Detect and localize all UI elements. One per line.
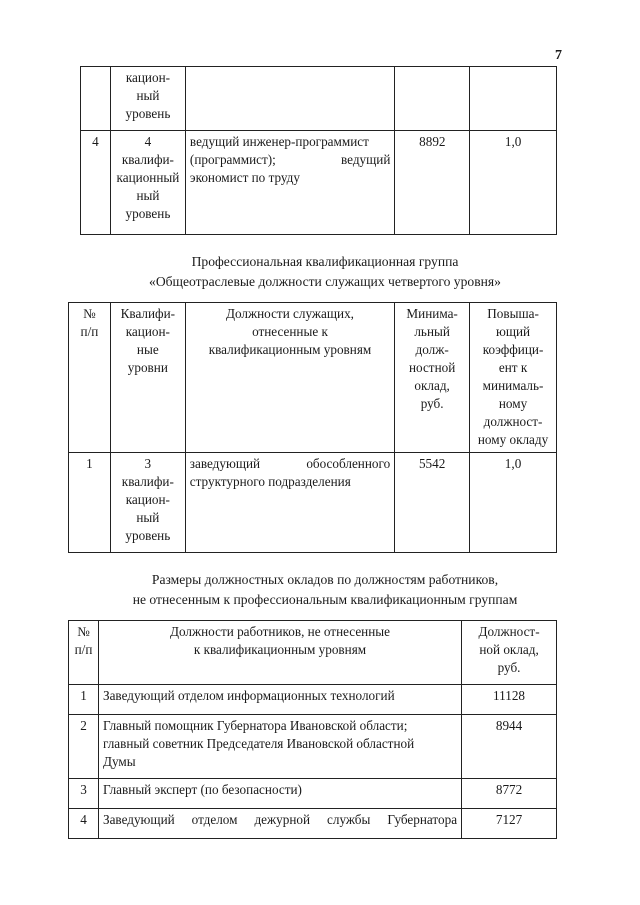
- level-cell: 3 квалифи- кацион- ный уровень: [110, 453, 185, 553]
- salary-cell: 7127: [462, 809, 557, 839]
- group4-table: [68, 302, 557, 553]
- num-cell: 4: [69, 809, 99, 839]
- other-heading: Размеры должностных окладов по должностям работников, не отнесенным к профессиональным квалификационным группам: [132, 572, 518, 607]
- coef-cell: [470, 67, 557, 131]
- salary-cell: [395, 67, 470, 131]
- num-header: № п/п: [69, 303, 111, 453]
- table-header-row: [69, 303, 557, 453]
- num-cell: 4: [81, 131, 111, 235]
- num-header: № п/п: [69, 621, 99, 685]
- salary-cell: 8944: [462, 715, 557, 779]
- coef-header: Повыша- ющий коэффици- ент к минималь- ному должност- ному окладу: [470, 303, 557, 453]
- num-cell: 2: [69, 715, 99, 779]
- position-cell: Заведующий отделом информационных технологий: [98, 685, 461, 715]
- table-row: [69, 453, 557, 553]
- num-cell: 1: [69, 685, 99, 715]
- table-row: [69, 809, 557, 839]
- page-number: 7: [555, 48, 562, 63]
- coef-cell: 1,0: [470, 453, 557, 553]
- coef-cell: 1,0: [470, 131, 557, 235]
- salary-cell: 11128: [462, 685, 557, 715]
- level-header: Квалифи- кацион- ные уровни: [110, 303, 185, 453]
- other-positions-table: [68, 620, 557, 839]
- table-row: [69, 779, 557, 809]
- position-cell: Главный эксперт (по безопасности): [98, 779, 461, 809]
- group4-heading: Профессиональная квалификационная группа «Общеотраслевые должности служащих четвертого уровня»: [149, 254, 501, 289]
- salary-header: Должност- ной оклад, руб.: [462, 621, 557, 685]
- table-row: [81, 131, 557, 235]
- duties-header: Должности служащих, отнесенные к квалификационным уровням: [185, 303, 394, 453]
- salary-cell: 8772: [462, 779, 557, 809]
- level-cell: 4 квалифи- кационный ный уровень: [110, 131, 185, 235]
- position-cell: Заведующий отделом дежурной службы Губернатора: [98, 809, 461, 839]
- salary-cell: 5542: [395, 453, 470, 553]
- table-row: [69, 715, 557, 779]
- table-row: [69, 685, 557, 715]
- duties-header: Должности работников, не отнесенные к квалификационным уровням: [98, 621, 461, 685]
- salary-table-continuation: [80, 66, 557, 235]
- level-cell: кацион- ный уровень: [110, 67, 185, 131]
- duties-cell: заведующий обособленного структурного подразделения: [185, 453, 394, 553]
- duties-cell: ведущий инженер-программист (программист); ведущий экономист по труду: [185, 131, 395, 235]
- num-cell: [81, 67, 111, 131]
- table-header-row: [69, 621, 557, 685]
- table-row: [81, 67, 557, 131]
- salary-cell: 8892: [395, 131, 470, 235]
- num-cell: 1: [69, 453, 111, 553]
- salary-header: Минима- льный долж- ностной оклад, руб.: [395, 303, 470, 453]
- position-cell: Главный помощник Губернатора Ивановской области; главный советник Председателя Ивановской областной Думы: [98, 715, 461, 779]
- num-cell: 3: [69, 779, 99, 809]
- duties-cell: [185, 67, 395, 131]
